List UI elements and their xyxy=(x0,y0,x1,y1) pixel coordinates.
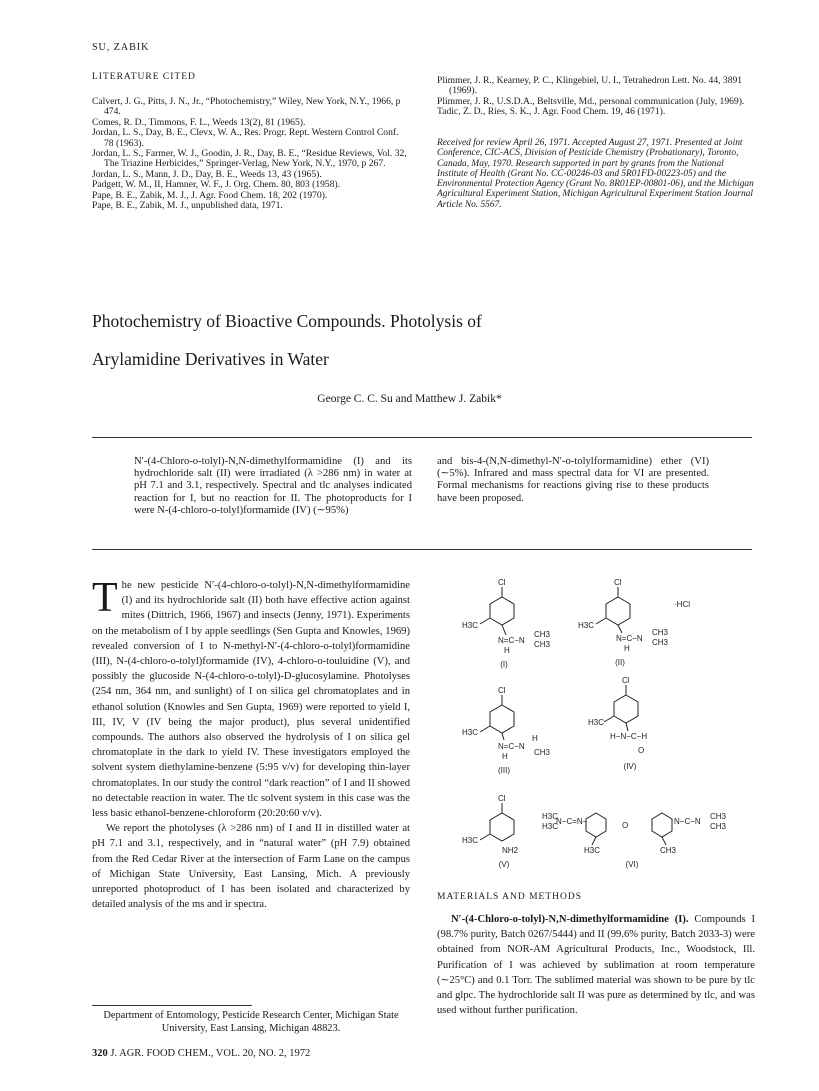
struct-III-h: H xyxy=(502,752,508,761)
struct-VI-amidine-left: N−C=N− xyxy=(556,817,588,826)
structure-VI xyxy=(586,813,672,845)
chemical-structures-figure xyxy=(440,575,760,875)
methods-body: Compounds I (98.7% purity, Batch 0267/5444) and II (99.6% purity, Batch 2033-3) were obtained from NOR-AM Agricultural Products, Inc., Woodstock, Ill. Purification of I was achieved by sublimation at room temperature (∼25°C) and 0.1 Torr. The sublimed material was shown to be pure by tlc and glpc. The hydrochloride salt II was pure as determined by tlc, and was used without further purification. xyxy=(437,914,755,1017)
authors: George C. C. Su and Matthew J. Zabik* xyxy=(317,393,502,405)
reference-item: Pape, B. E., Zabik, M. J., unpublished data, 1971. xyxy=(92,200,283,212)
struct-II-h: H xyxy=(624,644,630,653)
struct-III-cl: Cl xyxy=(498,686,506,695)
struct-VI-ch3-a: H3C xyxy=(542,812,559,821)
reference-item: Calvert, J. G., Pitts, J. N., Jr., “Photochemistry,” Wiley, New York, N.Y., 1966, p 474. xyxy=(92,96,401,118)
struct-I-h3c: H3C xyxy=(462,621,479,630)
reference-item: Jordan, L. S., Mann, J. D., Day, B. E., Weeds 13, 43 (1965). xyxy=(92,168,322,180)
drop-cap: T xyxy=(92,575,118,621)
struct-III-h-n: H xyxy=(532,734,538,743)
reference-item: Plimmer, J. R., U.S.D.A., Beltsville, Md., personal communication (July, 1969). xyxy=(437,95,745,107)
struct-II-hcl: ·HCl xyxy=(674,600,690,609)
reference-item: Plimmer, J. R., Kearney, P. C., Klingebiel, U. I., Tetrahedron Lett. No. 44, 3891 (1969). xyxy=(437,75,743,97)
struct-I-h: H xyxy=(504,646,510,655)
reference-item: Jordan, L. S., Day, B. E., Clevx, W. A., Res. Progr. Rept. Western Control Conf. 78 (1963). xyxy=(92,127,399,149)
article-title-line-1: Photochemistry of Bioactive Compounds. Photolysis of xyxy=(92,311,482,331)
reference-item: Padgett, W. M., II, Hamner, W. F., J. Org. Chem. 80, 803 (1958). xyxy=(92,179,341,191)
page-number: 320 xyxy=(92,1048,108,1059)
references-right xyxy=(437,76,757,118)
struct-II-ch3-a: CH3 xyxy=(652,628,669,637)
references-left xyxy=(92,97,410,211)
struct-I-cl: Cl xyxy=(498,578,506,587)
article-title xyxy=(92,302,732,378)
affiliation-footnote: Department of Entomology, Pesticide Research Center, Michigan State University, East Lansing, Michigan 48823. xyxy=(103,1010,399,1034)
reference-item: Tadic, Z. D., Ries, S. K., J. Agr. Food Chem. 19, 46 (1971). xyxy=(437,106,666,118)
struct-label-VI: (VI) xyxy=(625,860,639,869)
struct-IV-h3c: H3C xyxy=(588,718,605,727)
journal-citation: J. AGR. FOOD CHEM., VOL. 20, NO. 2, 1972 xyxy=(110,1048,311,1059)
struct-II-amidine: N=C−N xyxy=(616,634,643,643)
reference-item: Pape, B. E., Zabik, M. J., J. Agr. Food Chem. 18, 202 (1970). xyxy=(92,189,328,201)
structure-I xyxy=(480,587,514,635)
body-left-column xyxy=(92,575,410,912)
structure-II xyxy=(596,587,630,633)
body-paragraph-1-text: he new pesticide N′-(4-chloro-o-tolyl)-N,N-dimethylformamidine (I) and its hydrochloride salt (II) both have effective action against mites (Dittrich, 1966, 1967) and insects (Jenny, 1971). Experiments on the metabolism of I by apple seedlings (Sen Gupta and Knowles, 1969) revealed conversion of I to N-methyl-N′-(4-chloro-o-tolyl)formamidine (III), N-(4-chloro-o-tolyl)formamide (IV), 4-chloro-o-touluidine (V), and possibly the glucoside N-(4-chloro-o-tolyl)-D-glucosylamine. Photolyses (254 nm, 364 nm, and sunlight) of I on silica gel chromatoplates and in ethanol solution (Knowles and Sen Gupta, 1969) were reported to yield I, III, IV, V (IV being the major product), plus several unidentified compounds. The authors also observed the hydrolysis of I on silica gel chromatoplate in the dark to yield IV. These investigators employed the solvent system diethylamine-benzene (5:95 v/v) for developing thin-layer chromatoplates. In our study the control “dark reaction” of I and II showed no detectable reaction in water. The tlc solvent system in this case was the less basic ethanol-benzene-chloroform (20:20:60 v/v). xyxy=(92,580,410,820)
structure-III xyxy=(480,695,514,740)
struct-VI-o: O xyxy=(622,821,629,830)
struct-III-h3c: H3C xyxy=(462,728,479,737)
abstract-left: N′-(4-Chloro-o-tolyl)-N,N-dimethylformamidine (I) and its hydrochloride salt (II) were irradiated (λ >286 nm) in water at pH 7.1 and 3.1, respectively. Spectral and tlc analyses indicated reaction for I, but no reaction for II. The photoproducts for I were N-(4-chloro-o-tolyl)formamide (IV) (∼95%) xyxy=(134,456,412,516)
struct-I-amidine: N=C−N xyxy=(498,636,525,645)
struct-VI-ch3-c: CH3 xyxy=(710,812,727,821)
body-paragraph-2: We report the photolyses (λ >286 nm) of I and II in distilled water at pH 7.1 and 3.1, respectively, and in “natural water” (pH 7.9) obtained from the Red Cedar River at the intersection of Farm Lane on the campus of Michigan State University, East Lansing, Mich. A previously unreported photoproduct of I has been isolated and characterized by detailed analysis of the ms and ir spectra. xyxy=(92,823,410,911)
struct-label-V: (V) xyxy=(498,860,510,869)
struct-label-II: (II) xyxy=(615,658,625,667)
struct-VI-ch3-e: CH3 xyxy=(660,846,677,855)
struct-II-h3c: H3C xyxy=(578,621,595,630)
struct-V-h3c: H3C xyxy=(462,836,479,845)
structure-IV xyxy=(604,685,638,731)
running-head: SU, ZABIK xyxy=(92,42,150,53)
literature-cited-title: LITERATURE CITED xyxy=(92,72,196,82)
page-footer xyxy=(92,1048,310,1059)
struct-label-IV: (IV) xyxy=(623,762,637,771)
article-title-line-2: Arylamidine Derivatives in Water xyxy=(92,349,329,369)
struct-VI-h3c: H3C xyxy=(584,846,601,855)
abstract-right: and bis-4-(N,N-dimethyl-N′-o-tolylformamidine) ether (VI) (∼5%). Infrared and mass spectral data for VI are presented. Formal mechanisms for reactions giving rise to these products have been proposed. xyxy=(437,456,709,504)
struct-III-ch3: CH3 xyxy=(534,748,551,757)
received-note: Received for review April 26, 1971. Accepted August 27, 1971. Presented at Joint Conference, CIC-ACS, Division of Pesticide Chemistry (Probationary), Toronto, Canada, May, 1970. Research supported in part by grants from the National Institute of Health (Grant No. CC-00246-03 and 5R01FD-00223-05) and the Environmental Protection Agency (Grant No. 8R01EP-00801-06), and the Michigan Agricultural Experiment Station, Michigan Agricultural Experiment Station Journal Article No. 5567. xyxy=(437,138,754,210)
methods-title: MATERIALS AND METHODS xyxy=(437,892,583,902)
struct-VI-ch3-b: H3C xyxy=(542,822,559,831)
struct-V-nh2: NH2 xyxy=(502,846,519,855)
methods-heading: N′-(4-Chloro-o-tolyl)-N,N-dimethylformamidine (I). xyxy=(451,914,689,925)
struct-IV-o: O xyxy=(638,746,645,755)
methods-paragraph xyxy=(437,912,755,1018)
struct-label-I: (I) xyxy=(500,660,508,669)
abstract-bottom-rule xyxy=(92,549,752,550)
body-paragraph-1 xyxy=(92,575,410,821)
abstract-top-rule xyxy=(92,437,752,438)
struct-V-cl: Cl xyxy=(498,794,506,803)
struct-VI-ch3-d: CH3 xyxy=(710,822,727,831)
struct-IV-formamide: H−N−C−H xyxy=(610,732,648,741)
struct-VI-amidine-right: N−C−N xyxy=(674,817,701,826)
struct-II-cl: Cl xyxy=(614,578,622,587)
struct-I-ch3-b: CH3 xyxy=(534,640,551,649)
structure-V xyxy=(480,803,514,841)
struct-IV-cl: Cl xyxy=(622,676,630,685)
reference-item: Comes, R. D., Timmons, F. L., Weeds 13(2), 81 (1965). xyxy=(92,116,306,128)
struct-II-ch3-b: CH3 xyxy=(652,638,669,647)
struct-I-ch3-a: CH3 xyxy=(534,630,551,639)
reference-item: Jordan, L. S., Farmer, W. J., Goodin, J. R., Day, B. E., “Residue Reviews, Vol. 32, The Triazine Herbicides,” Springer-Verlag, New York, N.Y., 1970, p 267. xyxy=(92,148,407,170)
methods-text xyxy=(437,912,755,1018)
struct-III-amidine: N=C−N xyxy=(498,742,525,751)
struct-label-III: (III) xyxy=(498,766,510,775)
footnote-rule xyxy=(92,1005,252,1006)
